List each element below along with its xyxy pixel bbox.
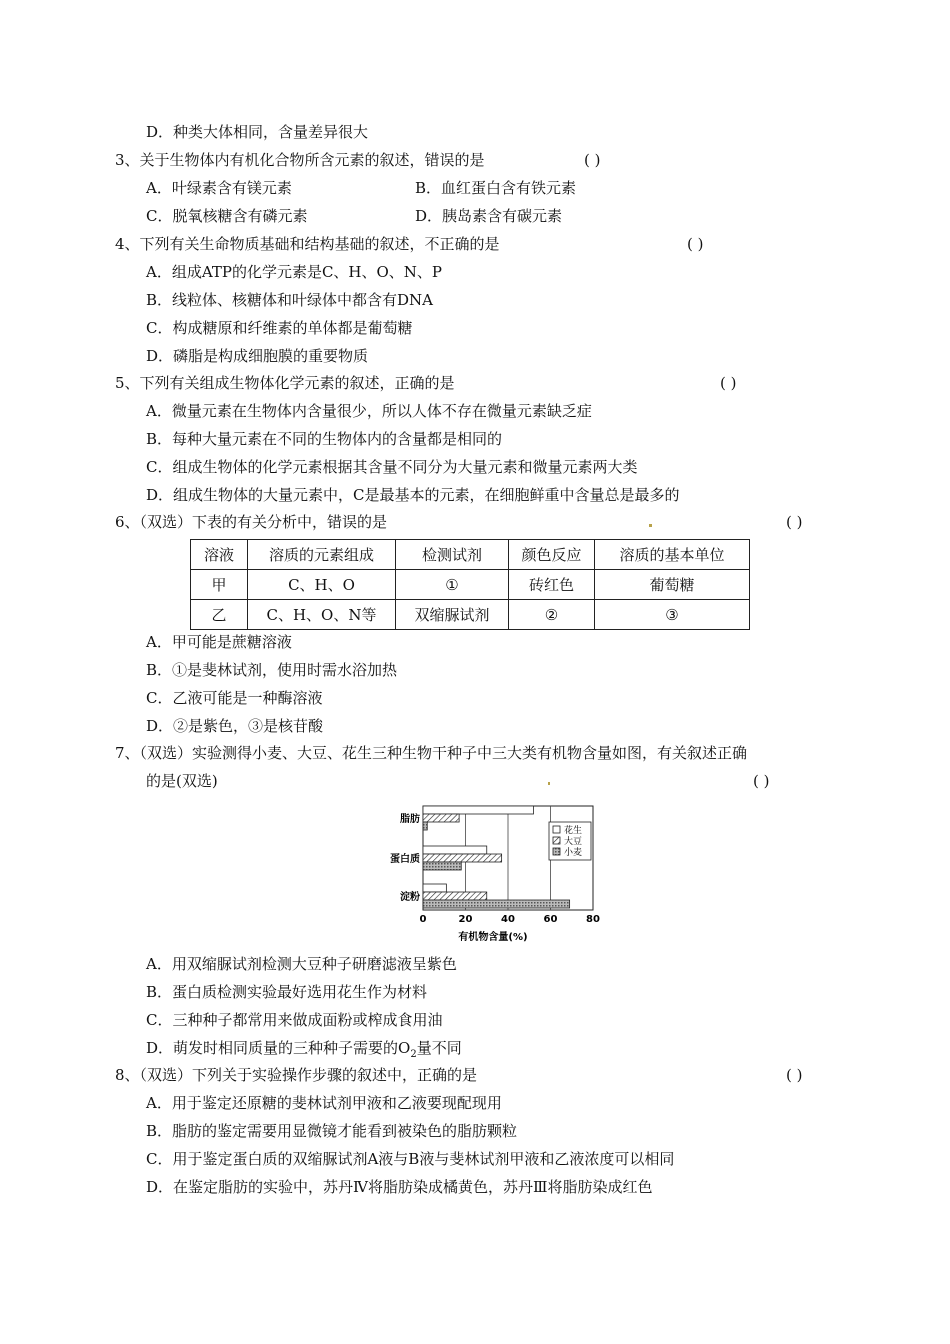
q3-stem: 3、关于生物体内有机化合物所含元素的叙述，错误的是 xyxy=(115,151,485,169)
q7-stem: 7、（双选）实验测得小麦、大豆、花生三种生物干种子中三大类有机物含量如图，有关叙述正确 xyxy=(115,744,748,762)
chart-x-tick-label: 20 xyxy=(458,914,473,925)
q8-option-b: B．脂肪的鉴定需要用显微镜才能看到被染色的脂肪颗粒 xyxy=(146,1122,518,1140)
q3-option-d: D．胰岛素含有碳元素 xyxy=(415,207,563,225)
chart-legend-swatch xyxy=(553,826,560,833)
table-cell: 葡萄糖 xyxy=(595,570,750,600)
q3-option-b: B．血红蛋白含有铁元素 xyxy=(415,179,577,197)
q5-option-a: A．微量元素在生物体内含量很少，所以人体不存在微量元素缺乏症 xyxy=(146,402,592,420)
q3-option-a: A．叶绿素含有镁元素 xyxy=(146,179,292,197)
q4-option-c: C．构成糖原和纤维素的单体都是葡萄糖 xyxy=(146,319,413,337)
table-cell: ② xyxy=(509,600,595,630)
q7-option-a: A．用双缩脲试剂检测大豆种子研磨滤液呈紫色 xyxy=(146,955,457,973)
q6-stem: 6、（双选）下表的有关分析中，错误的是 xyxy=(115,513,388,531)
q7-option-b: B．蛋白质检测实验最好选用花生作为材料 xyxy=(146,983,428,1001)
chart-category-label: 淀粉 xyxy=(400,892,420,903)
chart-x-tick-label: 0 xyxy=(419,914,427,925)
q3-option-c: C．脱氧核糖含有磷元素 xyxy=(146,207,308,225)
table-row xyxy=(191,570,750,600)
q6-option-d: D．②是紫色，③是核苷酸 xyxy=(146,717,324,735)
q8-option-a: A．用于鉴定还原糖的斐林试剂甲液和乙液要现配现用 xyxy=(146,1094,502,1112)
table-cell: 乙 xyxy=(191,600,248,630)
q8-option-d: D．在鉴定脂肪的实验中，苏丹Ⅳ将脂肪染成橘黄色，苏丹Ⅲ将脂肪染成红色 xyxy=(146,1178,653,1196)
q8-answer-paren: ( ) xyxy=(786,1066,803,1084)
q6-answer-paren: ( ) xyxy=(786,513,803,531)
table-header-cell: 检测试剂 xyxy=(396,540,509,570)
chart-x-tick-label: 40 xyxy=(501,914,515,925)
q7-option-d-text-end: 量不同 xyxy=(416,1039,462,1057)
q6-option-a: A．甲可能是蔗糖溶液 xyxy=(146,633,292,651)
q7-option-d-text: D．萌发时相同质量的三种种子需要的O xyxy=(146,1039,411,1057)
chart-legend-label: 小麦 xyxy=(564,848,583,858)
chart-bar xyxy=(423,900,570,908)
table-row xyxy=(191,600,750,630)
q6-table xyxy=(190,539,750,630)
chart-x-tick-label: 80 xyxy=(586,914,600,925)
chart-bar xyxy=(423,862,461,870)
q5-stem: 5、下列有关组成生物体化学元素的叙述，正确的是 xyxy=(115,374,455,392)
q7-option-c: C．三种种子都常用来做成面粉或榨成食用油 xyxy=(146,1011,443,1029)
chart-bar xyxy=(423,846,487,854)
table-cell: 甲 xyxy=(191,570,248,600)
stray-dot xyxy=(649,524,652,527)
q5-option-d: D．组成生物体的大量元素中，C是最基本的元素，在细胞鲜重中含量总是最多的 xyxy=(146,486,680,504)
q5-option-c: C．组成生物体的化学元素根据其含量不同分为大量元素和微量元素两大类 xyxy=(146,458,638,476)
q5-answer-paren: ( ) xyxy=(720,374,737,392)
q7-option-d xyxy=(146,1038,462,1058)
q7-option-d-subscript: 2 xyxy=(410,1049,417,1060)
chart-legend-label: 花生 xyxy=(564,826,583,836)
table-header-row xyxy=(191,540,750,570)
chart-bar xyxy=(423,892,487,900)
chart-x-tick-label: 60 xyxy=(543,914,558,925)
q2-option-d: D．种类大体相同，含量差异很大 xyxy=(146,123,369,141)
table-header-cell: 溶液 xyxy=(191,540,248,570)
chart-x-ticks xyxy=(420,914,600,925)
table-cell: 双缩脲试剂 xyxy=(396,600,509,630)
q7-answer-paren: ( ) xyxy=(753,772,770,790)
q8-option-c: C．用于鉴定蛋白质的双缩脲试剂A液与B液与斐林试剂甲液和乙液浓度可以相同 xyxy=(146,1150,675,1168)
q4-stem: 4、下列有关生命物质基础和结构基础的叙述，不正确的是 xyxy=(115,235,500,253)
chart-legend-swatch xyxy=(553,837,560,844)
table-header-cell: 颜色反应 xyxy=(509,540,595,570)
q7-bar-chart xyxy=(375,800,610,948)
chart-categories xyxy=(390,812,420,903)
q3-answer-paren: ( ) xyxy=(584,151,601,169)
table-cell: C、H、O、N等 xyxy=(248,600,396,630)
chart-category-label: 蛋白质 xyxy=(390,854,420,865)
q7-stem-continued: 的是(双选) xyxy=(146,772,218,790)
chart-bar xyxy=(423,806,534,814)
q5-option-b: B．每种大量元素在不同的生物体内的含量都是相同的 xyxy=(146,430,503,448)
q6-option-c: C．乙液可能是一种酶溶液 xyxy=(146,689,323,707)
chart-legend-swatch xyxy=(553,848,560,855)
table-cell: ① xyxy=(396,570,509,600)
q4-option-d: D．磷脂是构成细胞膜的重要物质 xyxy=(146,347,369,365)
chart-bar xyxy=(423,814,459,822)
chart-x-axis-label: 有机物含量(%) xyxy=(458,932,528,943)
chart-legend xyxy=(549,822,591,860)
chart-category-label: 脂肪 xyxy=(400,814,420,825)
stray-dot xyxy=(548,782,550,785)
chart-legend-label: 大豆 xyxy=(564,837,583,847)
q6-option-b: B．①是斐林试剂，使用时需水浴加热 xyxy=(146,661,398,679)
chart-bar xyxy=(423,884,446,892)
table-header-cell: 溶质的基本单位 xyxy=(595,540,750,570)
table-header-cell: 溶质的元素组成 xyxy=(248,540,396,570)
q4-option-b: B．线粒体、核糖体和叶绿体中都含有DNA xyxy=(146,291,434,309)
table-cell: ③ xyxy=(595,600,750,630)
chart-bar xyxy=(423,822,427,830)
q4-option-a: A．组成ATP的化学元素是C、H、O、N、P xyxy=(146,263,443,281)
q4-answer-paren: ( ) xyxy=(687,235,704,253)
table-cell: 砖红色 xyxy=(509,570,595,600)
q8-stem: 8、（双选）下列关于实验操作步骤的叙述中，正确的是 xyxy=(115,1066,478,1084)
table-cell: C、H、O xyxy=(248,570,396,600)
chart-bar xyxy=(423,854,502,862)
